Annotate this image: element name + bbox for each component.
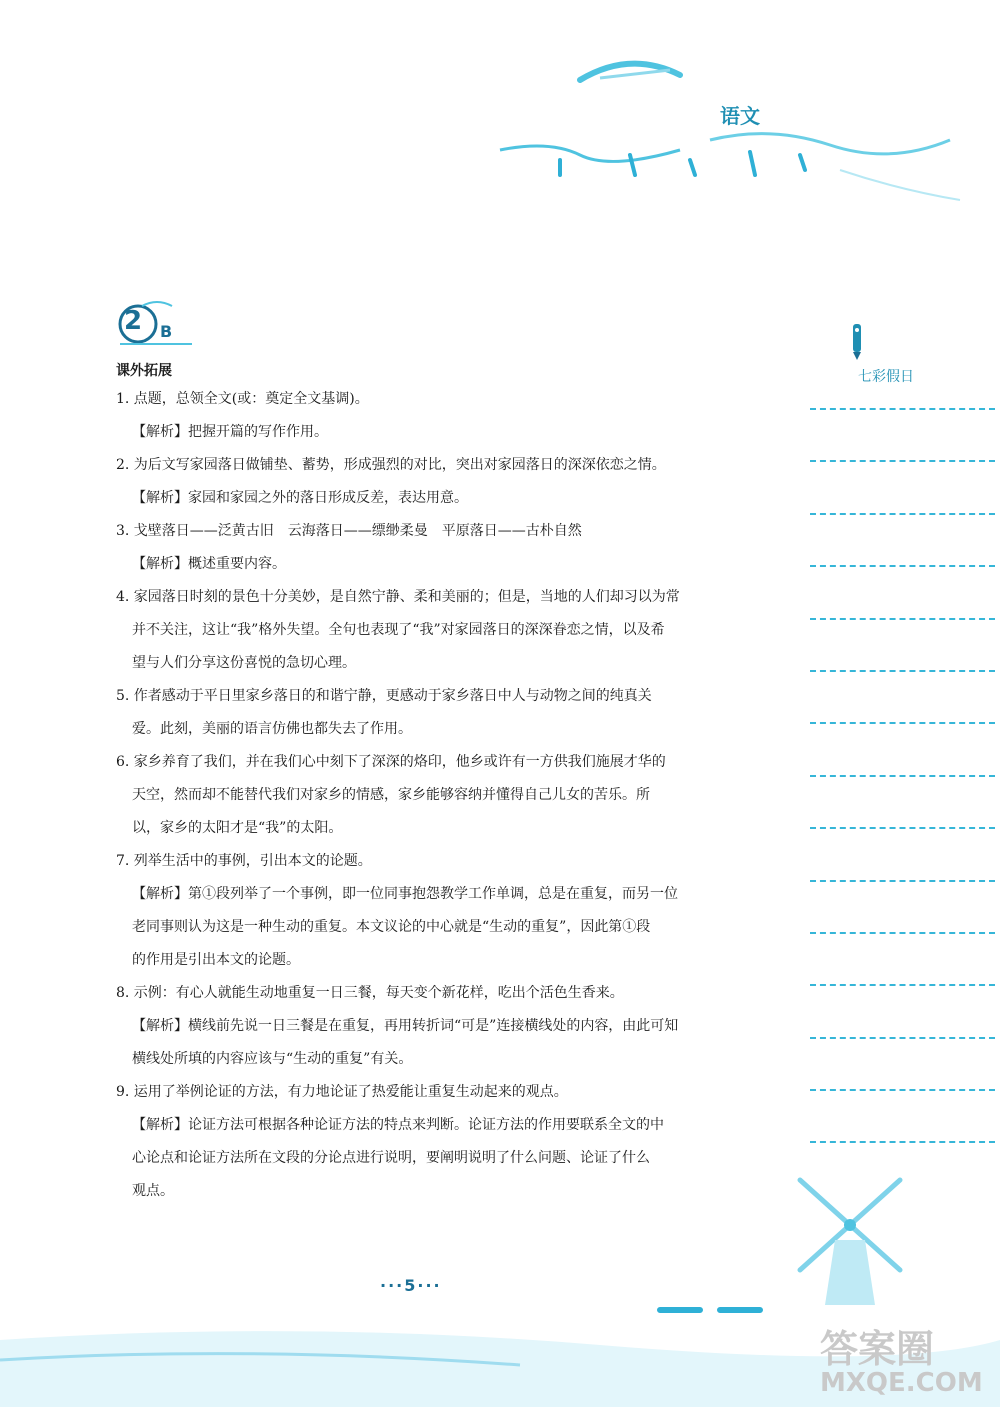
windmill-icon bbox=[780, 1160, 920, 1310]
section-number: 2 bbox=[124, 306, 143, 336]
analysis-line: 心论点和论证方法所在文段的分论点进行说明，要阐明说明了什么问题、论证了什么 bbox=[132, 1150, 650, 1166]
section-title: 课外拓展 bbox=[116, 363, 172, 379]
subject-title: 语文 bbox=[720, 104, 760, 128]
answer-line: 9. 运用了举例论证的方法，有力地论证了热爱能让重复生动起来的观点。 bbox=[116, 1084, 568, 1100]
answer-line: 8. 示例：有心人就能生动地重复一日三餐，每天变个新花样，吃出个活色生香来。 bbox=[116, 985, 624, 1001]
note-line bbox=[810, 408, 995, 410]
answer-line: 天空，然而却不能替代我们对家乡的情感，家乡能够容纳并懂得自己儿女的苦乐。所 bbox=[132, 787, 650, 803]
answer-line: 望与人们分享这份喜悦的急切心理。 bbox=[132, 655, 356, 671]
analysis-line: 横线处所填的内容应该与“生动的重复”有关。 bbox=[132, 1051, 413, 1067]
analysis-line: 【解析】概述重要内容。 bbox=[132, 556, 286, 572]
note-line bbox=[810, 460, 995, 462]
watermark-url: MXQE.COM bbox=[820, 1368, 983, 1398]
note-line bbox=[810, 775, 995, 777]
note-line bbox=[810, 880, 995, 882]
analysis-line: 【解析】横线前先说一日三餐是在重复，再用转折词“可是”连接横线处的内容，由此可知 bbox=[132, 1018, 679, 1034]
answer-line: 爱。此刻，美丽的语言仿佛也都失去了作用。 bbox=[132, 721, 412, 737]
analysis-line: 【解析】家园和家园之外的落日形成反差，表达用意。 bbox=[132, 490, 468, 506]
answer-content bbox=[116, 388, 756, 1202]
section-letter: B bbox=[160, 322, 173, 341]
answer-line: 4. 家园落日时刻的景色十分美妙，是自然宁静、柔和美丽的；但是，当地的人们却习以为常 bbox=[116, 589, 680, 605]
note-line bbox=[810, 1037, 995, 1039]
analysis-line: 【解析】第①段列举了一个事例，即一位同事抱怨教学工作单调，总是在重复，而另一位 bbox=[132, 886, 678, 902]
note-line bbox=[810, 513, 995, 515]
analysis-line: 的作用是引出本文的论题。 bbox=[132, 952, 300, 968]
answer-line: 3. 戈壁落日——泛黄古旧 云海落日——缥缈柔曼 平原落日——古朴自然 bbox=[116, 523, 582, 539]
analysis-line: 观点。 bbox=[132, 1183, 174, 1199]
analysis-line: 老同事则认为这是一种生动的重复。本文议论的中心就是“生动的重复”，因此第①段 bbox=[132, 919, 651, 935]
note-line bbox=[810, 827, 995, 829]
watermark: 答案圈 bbox=[820, 1327, 935, 1371]
note-line bbox=[810, 1089, 995, 1091]
answer-line: 5. 作者感动于平日里家乡落日的和谐宁静，更感动于家乡落日中人与动物之间的纯真关 bbox=[116, 688, 652, 704]
page-number: ···5··· bbox=[380, 1276, 442, 1295]
header-decoration bbox=[480, 40, 980, 230]
sidebar-title: 七彩假日 bbox=[858, 369, 914, 385]
answer-line: 7. 列举生活中的事例，引出本文的论题。 bbox=[116, 853, 372, 869]
note-line bbox=[810, 1141, 995, 1143]
answer-line: 6. 家乡养育了我们，并在我们心中刻下了深深的烙印，他乡或许有一方供我们施展才华的 bbox=[116, 754, 666, 770]
analysis-line: 【解析】论证方法可根据各种论证方法的特点来判断。论证方法的作用要联系全文的中 bbox=[132, 1117, 664, 1133]
note-line bbox=[810, 618, 995, 620]
notes-area bbox=[810, 408, 995, 1194]
note-line bbox=[810, 722, 995, 724]
note-line bbox=[810, 984, 995, 986]
answer-line: 以，家乡的太阳才是“我”的太阳。 bbox=[132, 820, 343, 836]
note-line bbox=[810, 932, 995, 934]
answer-line: 并不关注，这让“我”格外失望。全句也表现了“我”对家园落日的深深眷恋之情，以及希 bbox=[132, 622, 665, 638]
note-line bbox=[810, 565, 995, 567]
analysis-line: 【解析】把握开篇的写作作用。 bbox=[132, 424, 328, 440]
pen-icon bbox=[846, 322, 868, 362]
answer-line: 1. 点题，总领全文(或：奠定全文基调)。 bbox=[116, 391, 369, 407]
note-line bbox=[810, 670, 995, 672]
answer-line: 2. 为后文写家园落日做铺垫、蓄势，形成强烈的对比，突出对家园落日的深深依恋之情。 bbox=[116, 457, 666, 473]
